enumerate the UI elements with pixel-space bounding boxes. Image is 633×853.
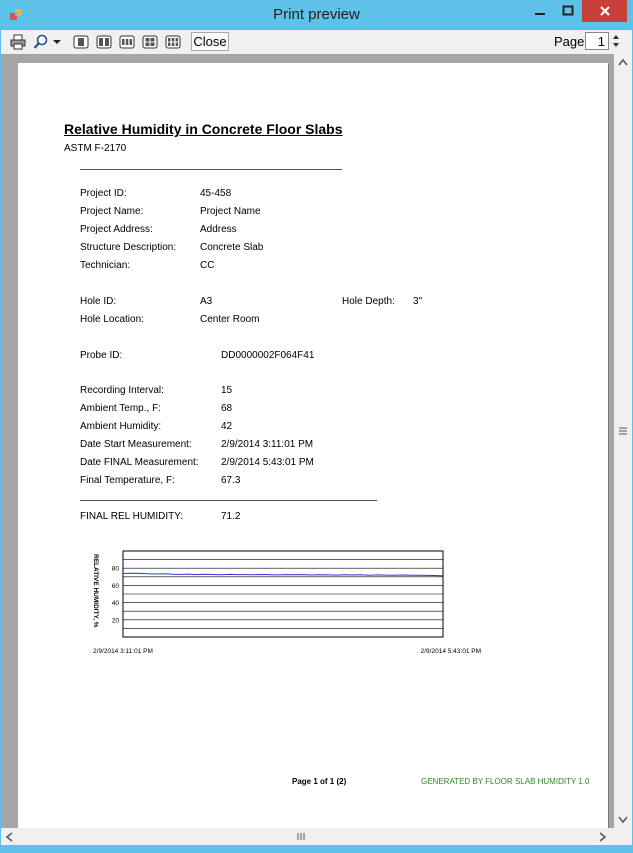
y-axis-label: RELATIVE HUMIDITY, % bbox=[92, 554, 99, 628]
close-icon bbox=[599, 5, 611, 17]
maximize-icon bbox=[562, 5, 574, 17]
close-window-button[interactable] bbox=[582, 0, 627, 22]
recording-interval-label: Recording Interval: bbox=[80, 385, 164, 396]
one-page-icon bbox=[73, 35, 89, 49]
print-button[interactable] bbox=[9, 33, 27, 51]
scroll-right-icon[interactable] bbox=[599, 832, 607, 842]
final-rel-humidity-value: 71.2 bbox=[221, 511, 241, 522]
project-address-value: Address bbox=[200, 224, 237, 235]
divider bbox=[80, 169, 342, 170]
footer-page-number: Page 1 of 1 (2) bbox=[292, 777, 347, 786]
report-page bbox=[18, 63, 608, 828]
four-pages-icon bbox=[142, 35, 158, 49]
ambient-temp-value: 68 bbox=[221, 403, 233, 414]
scrollbar-corner bbox=[614, 828, 632, 845]
scroll-down-icon[interactable] bbox=[618, 816, 628, 824]
hole-id-label: Hole ID: bbox=[80, 296, 117, 307]
date-start-value: 2/9/2014 3:11:01 PM bbox=[221, 439, 314, 450]
horizontal-scrollbar[interactable] bbox=[1, 828, 614, 845]
humidity-chart bbox=[88, 541, 508, 657]
close-button[interactable]: Close bbox=[191, 32, 229, 51]
recording-interval-value: 15 bbox=[221, 385, 233, 396]
x-tick-label: 2/9/2014 3:11:01 PM bbox=[93, 648, 153, 655]
minimize-icon bbox=[534, 5, 546, 17]
one-page-button[interactable] bbox=[72, 33, 90, 51]
hole-depth-value: 3" bbox=[413, 296, 423, 307]
page-label: Page bbox=[554, 34, 585, 49]
y-tick-label: 40 bbox=[111, 600, 119, 608]
hole-location-value: Center Room bbox=[200, 314, 260, 325]
page-spinner[interactable] bbox=[610, 32, 622, 50]
report-subtitle: ASTM F-2170 bbox=[64, 143, 127, 154]
page-number-input[interactable]: 1 bbox=[585, 32, 609, 50]
scroll-left-icon[interactable] bbox=[5, 832, 13, 842]
footer-generated-by: GENERATED BY FLOOR SLAB HUMIDITY 1.0 bbox=[421, 777, 590, 786]
y-tick-label: 60 bbox=[111, 582, 119, 590]
printer-icon bbox=[10, 34, 26, 50]
minimize-button[interactable] bbox=[526, 0, 554, 22]
zoom-dropdown[interactable] bbox=[51, 33, 63, 51]
y-tick-label: 20 bbox=[111, 617, 119, 625]
three-pages-icon bbox=[119, 35, 135, 49]
maximize-button[interactable] bbox=[554, 0, 582, 22]
ambient-temp-label: Ambient Temp., F: bbox=[80, 403, 161, 414]
technician-value: CC bbox=[200, 260, 215, 271]
three-pages-button[interactable] bbox=[118, 33, 136, 51]
preview-area bbox=[1, 54, 614, 828]
two-pages-icon bbox=[96, 35, 112, 49]
project-name-value: Project Name bbox=[200, 206, 261, 217]
window-title: Print preview bbox=[273, 6, 360, 23]
two-pages-button[interactable] bbox=[95, 33, 113, 51]
six-pages-icon bbox=[165, 35, 181, 49]
y-tick-label: 80 bbox=[111, 565, 119, 573]
toolbar bbox=[1, 30, 632, 55]
chevron-down-icon bbox=[53, 39, 61, 45]
x-tick-label: 2/9/2014 5:43:01 PM bbox=[420, 648, 481, 655]
four-pages-button[interactable] bbox=[141, 33, 159, 51]
structure-description-value: Concrete Slab bbox=[200, 242, 264, 253]
hole-id-value: A3 bbox=[200, 296, 213, 307]
magnifier-icon bbox=[33, 34, 49, 50]
date-final-label: Date FINAL Measurement: bbox=[80, 457, 199, 468]
probe-id-label: Probe ID: bbox=[80, 350, 123, 361]
scroll-up-icon[interactable] bbox=[618, 58, 628, 66]
date-start-label: Date Start Measurement: bbox=[80, 439, 192, 450]
structure-description-label: Structure Description: bbox=[80, 242, 177, 253]
vertical-scrollbar[interactable] bbox=[614, 54, 632, 828]
report-title: Relative Humidity in Concrete Floor Slabs bbox=[64, 121, 343, 137]
date-final-value: 2/9/2014 5:43:01 PM bbox=[221, 457, 314, 468]
project-address-label: Project Address: bbox=[80, 224, 153, 235]
scroll-grip-icon[interactable] bbox=[297, 832, 307, 841]
final-temperature-value: 67.3 bbox=[221, 475, 241, 486]
ambient-humidity-label: Ambient Humidity: bbox=[80, 421, 162, 432]
hole-depth-label: Hole Depth: bbox=[342, 296, 395, 307]
title-bar bbox=[0, 0, 633, 30]
project-id-label: Project ID: bbox=[80, 188, 127, 199]
divider bbox=[80, 500, 377, 501]
technician-label: Technician: bbox=[80, 260, 131, 271]
ambient-humidity-value: 42 bbox=[221, 421, 233, 432]
hole-location-label: Hole Location: bbox=[80, 314, 144, 325]
probe-id-value: DD0000002F064F41 bbox=[221, 350, 315, 361]
zoom-button[interactable] bbox=[32, 33, 50, 51]
final-temperature-label: Final Temperature, F: bbox=[80, 475, 175, 486]
project-id-value: 45-458 bbox=[200, 188, 232, 199]
scroll-grip-icon[interactable] bbox=[618, 427, 628, 435]
spinner-arrows-icon bbox=[610, 32, 622, 50]
project-name-label: Project Name: bbox=[80, 206, 144, 217]
final-rel-humidity-label: FINAL REL HUMIDITY: bbox=[80, 511, 184, 522]
six-pages-button[interactable] bbox=[164, 33, 182, 51]
